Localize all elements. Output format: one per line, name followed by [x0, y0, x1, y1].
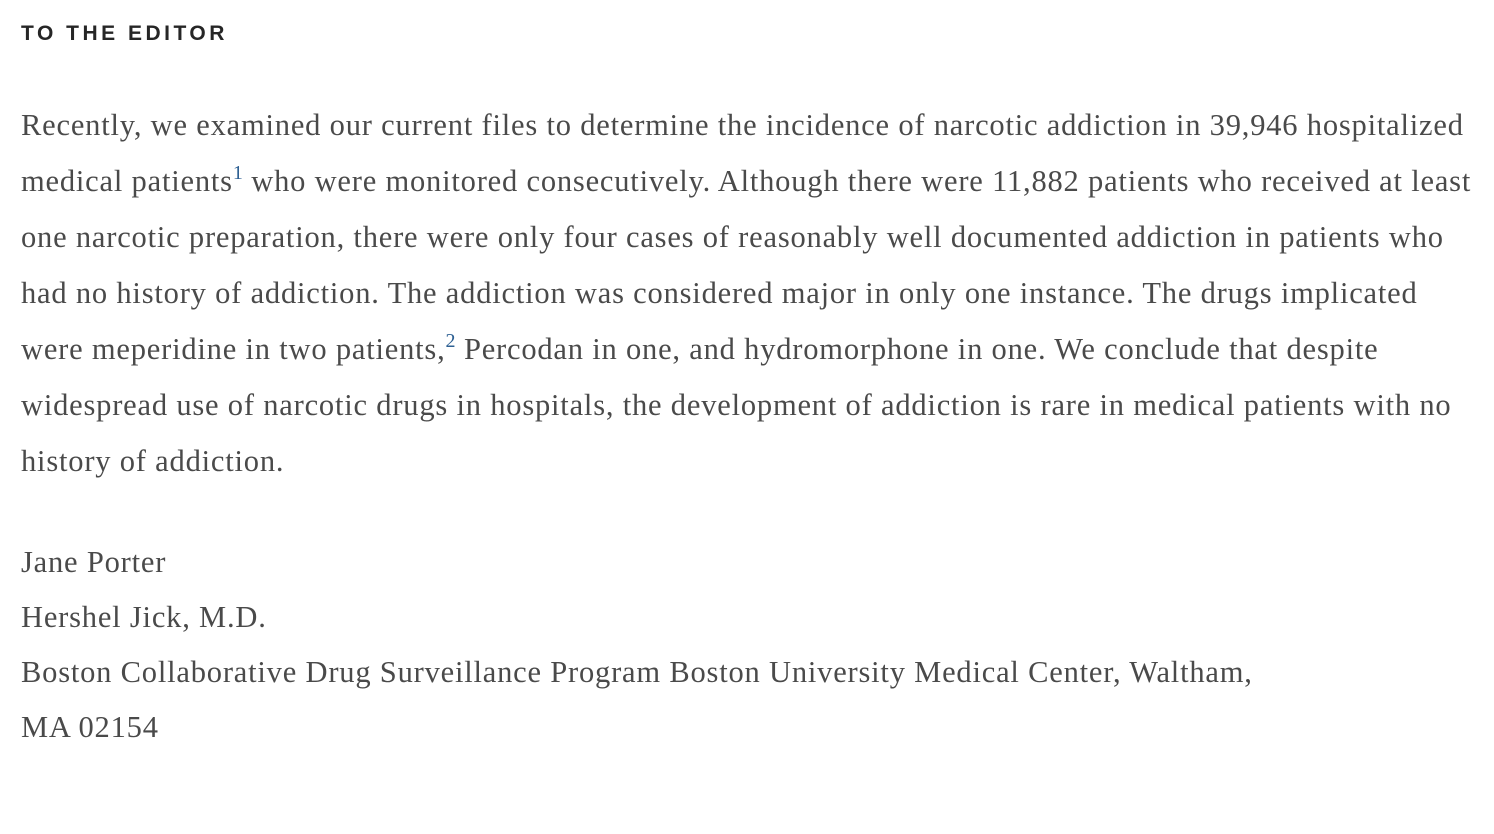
reference-link-2[interactable]: 2 — [445, 329, 456, 352]
signature-author-name: Jane Porter — [21, 545, 167, 579]
letter-paragraph — [21, 97, 1472, 489]
reference-superscript-1 — [233, 162, 243, 184]
paragraph-text-part1: Recently, we examined our current files to determine the incidence of narcotic addiction in 39,946 hospitalized medical patients — [21, 108, 1464, 198]
signature-author-name: Hershel Jick, M.D. — [21, 600, 267, 634]
reference-link-1[interactable]: 1 — [232, 161, 243, 184]
reference-superscript-2 — [446, 330, 456, 352]
section-heading: TO THE EDITOR — [21, 22, 228, 45]
signature-block — [21, 535, 1472, 755]
signature-affiliation-line: MA 02154 — [21, 710, 159, 744]
paragraph-text-part2: who were monitored consecutively. Although there were 11,882 patients who received at least one narcotic preparation, there were only four cases of reasonably well documented addiction in patients who had no history of addiction. The addiction was considered major in only one instance. The drugs implicated were meperidine in two patients, — [21, 164, 1472, 366]
paragraph-text-part3: Percodan in one, and hydromorphone in one. We conclude that despite widespread use of narcotic drugs in hospitals, the development of addiction is rare in medical patients with no history of addiction. — [21, 332, 1452, 478]
signature-affiliation-line: Boston Collaborative Drug Surveillance Program Boston University Medical Center, Waltham, — [21, 655, 1253, 689]
